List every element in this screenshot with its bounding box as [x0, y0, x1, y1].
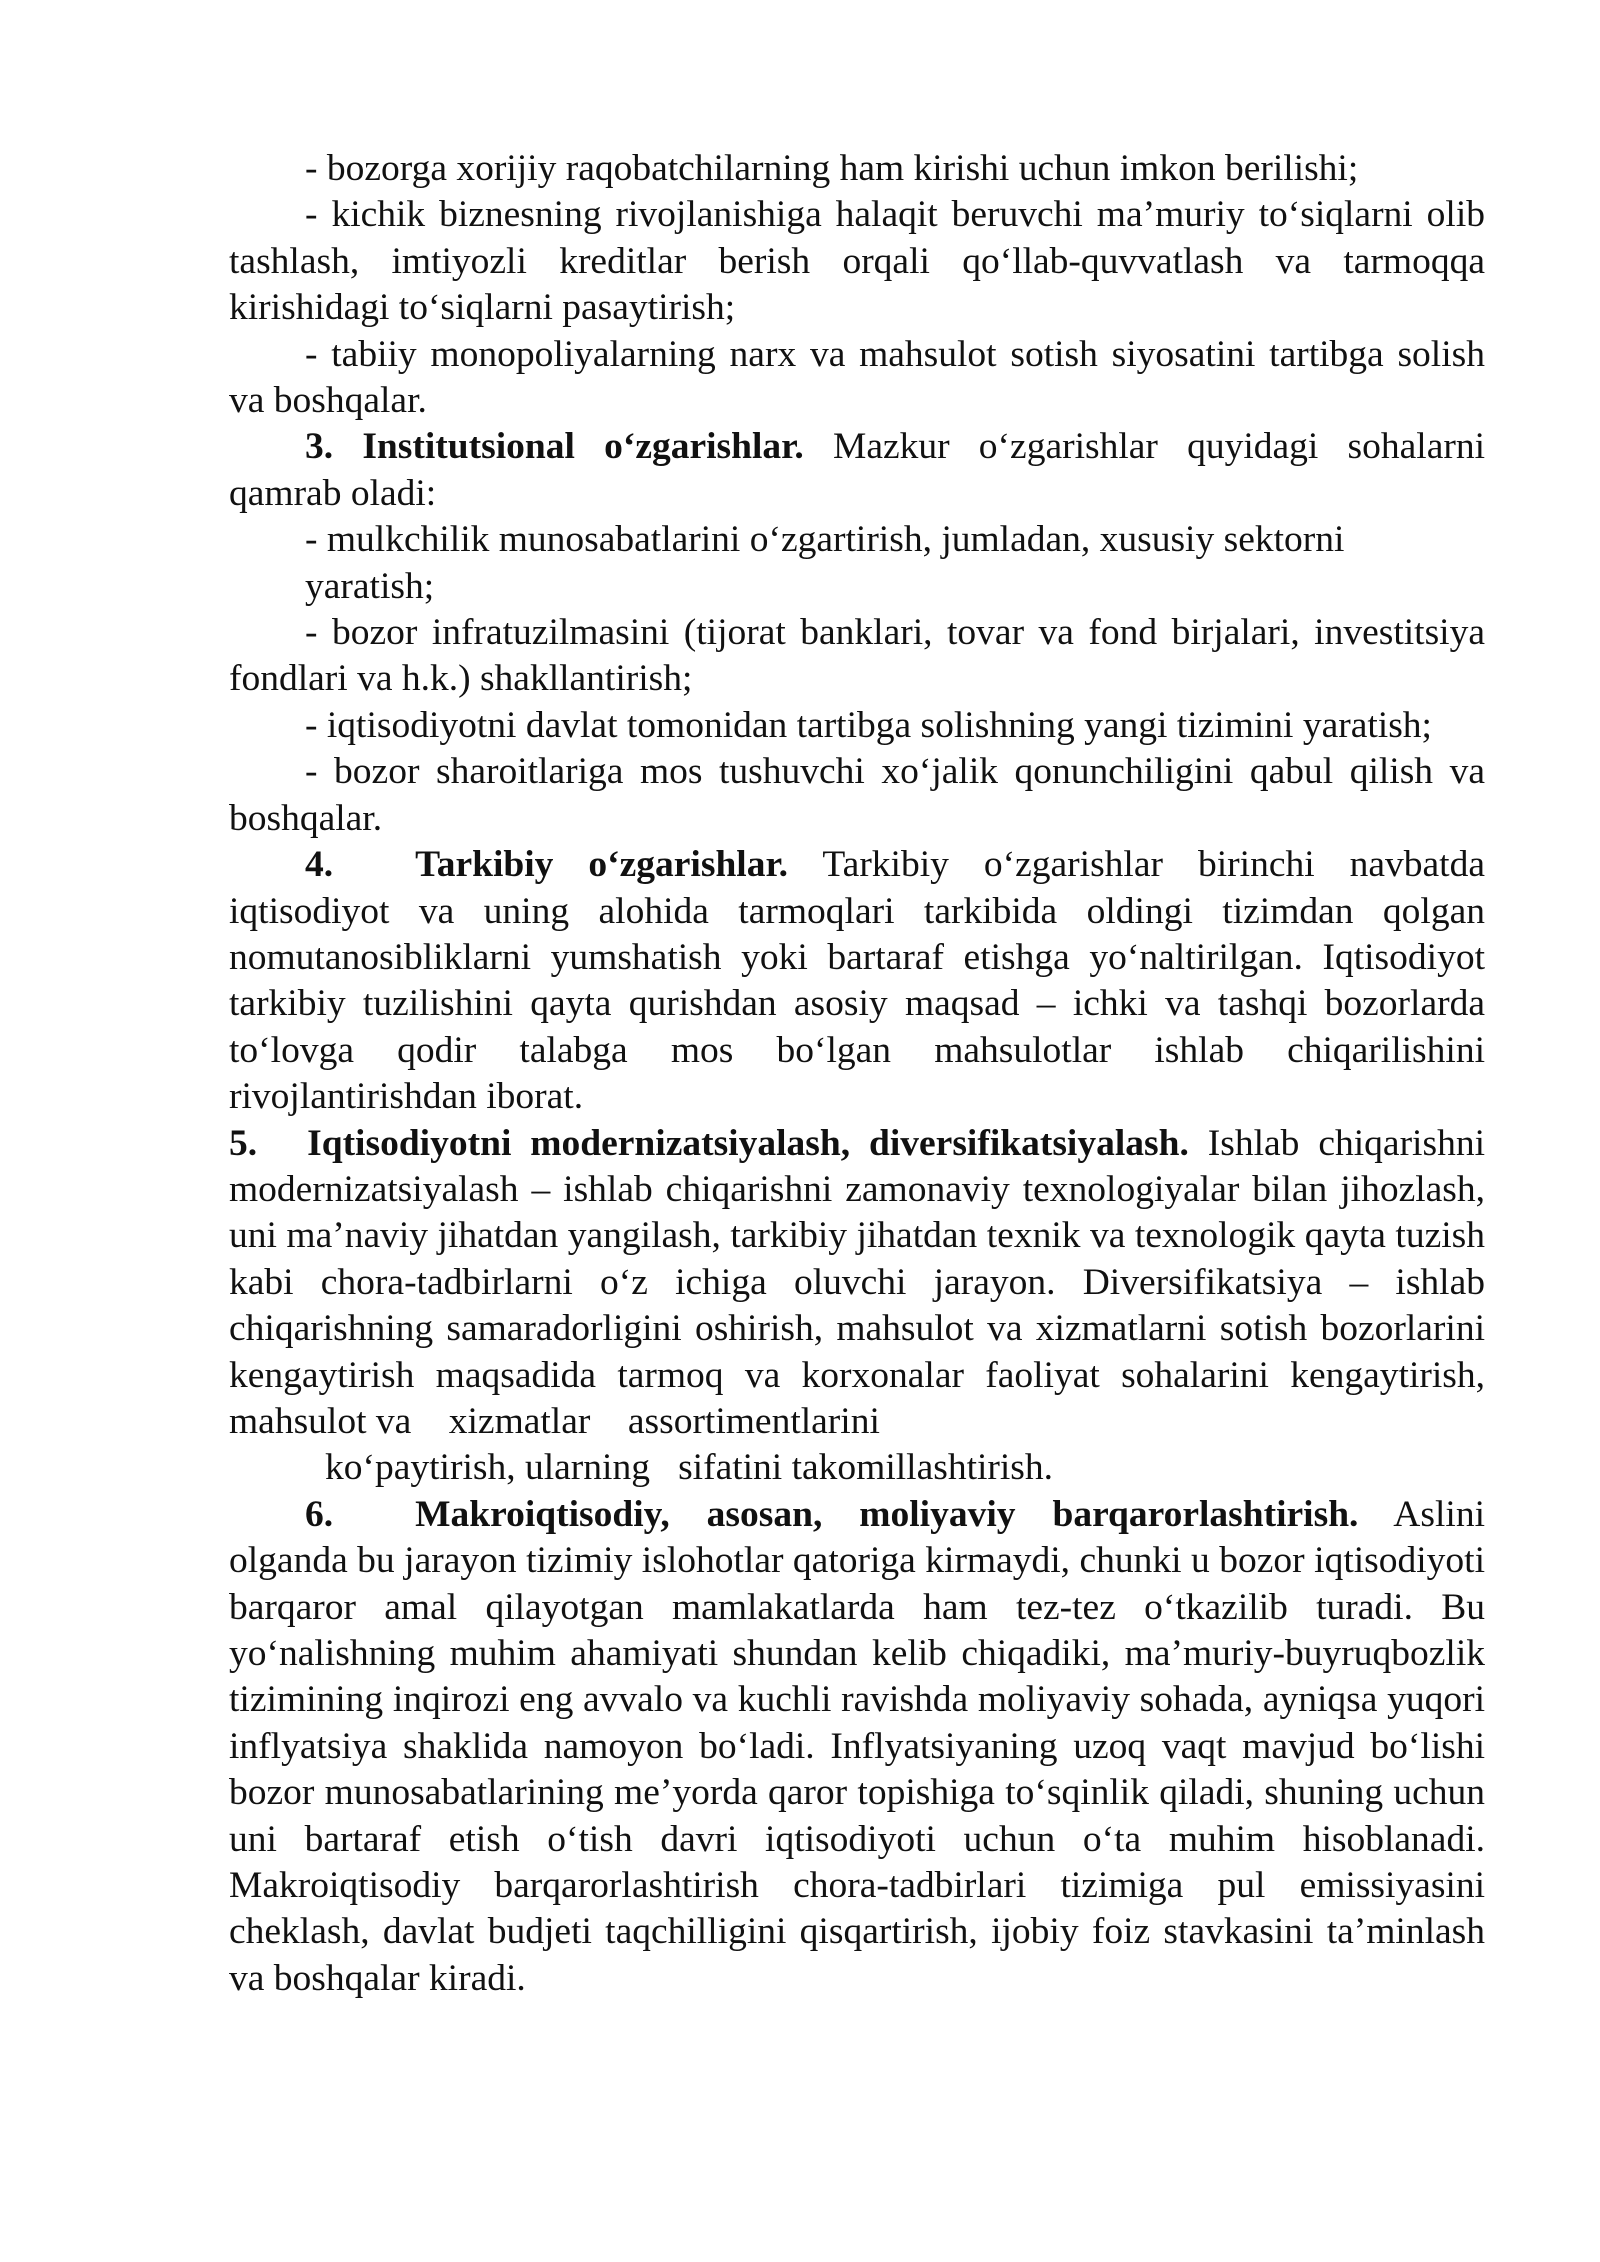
list-item: - tabiiy monopoliyalarning narx va mahsulot sotish siyosatini tartibga solish va boshqalar.	[229, 333, 1485, 422]
section-heading: 3. Institutsional o‘zgarishlar.	[305, 426, 804, 468]
section-number: 4.	[305, 844, 334, 886]
list-item: - bozor infratuzilmasini (tijorat banklari, tovar va fond birjalari, investitsiya fondlari va h.k.) shakllantirish;	[229, 612, 1485, 700]
section-number: 6.	[305, 1493, 334, 1535]
list-item: - iqtisodiyotni davlat tomonidan tartibga solishning yangi tizimini yaratish;	[305, 704, 1432, 746]
section-paragraph-5: 5. Iqtisodiyotni modernizatsiyalash, diversifikatsiyalash. Ishlab chiqarishni modernizatsiyalash – ishlab chiqarishni zamonaviy texnologiyalar bilan jihozlash, uni ma’naviy jihatdan yangilash, tarkibiy jihatdan texnik va texnologik qayta tuzish kabi chora-tadbirlarni o‘z ichiga oluvchi jarayon. Diversifikatsiya – ishlab chiqarishning samaradorligini oshirish, mahsulot va xizmatlarni sotish bozorlarini kengaytirish maqsadida tarmoq va korxonalar faoliyat sohalarini kengaytirish, mahsulot va xizmatlar assortimentlarini	[229, 1122, 1495, 1442]
list-item: - bozorga xorijiy raqobatchilarning ham kirishi uchun imkon berilishi;	[305, 148, 1359, 189]
section-heading: Makroiqtisodiy, asosan, moliyaviy barqarorlashtirish.	[415, 1493, 1359, 1535]
list-item: - bozor sharoitlariga mos tushuvchi xo‘jalik qonunchiligini qabul qilish va boshqalar.	[229, 751, 1485, 839]
section-number: 5.	[229, 1122, 258, 1164]
list-item: - kichik biznesning rivojlanishiga halaqit beruvchi ma’muriy to‘siqlarni olib tashlash, imtiyozli kreditlar berish orqali qo‘llab-quvvatlash va tarmoqqa kirishidagi to‘siqlarni pasaytirish;	[229, 194, 1485, 329]
document-page	[229, 146, 1495, 2002]
list-item: - mulkchilik munosabatlarini o‘zgartirish, jumladan, xususiy sektorni yaratish;	[305, 519, 1345, 607]
section-paragraph-3: 3. Institutsional o‘zgarishlar. Mazkur o‘zgarishlar quyidagi sohalarni qamrab oladi:	[229, 426, 1485, 514]
section-paragraph-5-tail: ko‘paytirish, ularning sifatini takomillashtirish.	[325, 1447, 1054, 1489]
section-paragraph-4: 4. Tarkibiy o‘zgarishlar. Tarkibiy o‘zgarishlar birinchi navbatda iqtisodiyot va uning alohida tarmoqlari tarkibida oldingi tizimdan qolgan nomutanosibliklarni yumshatish yoki bartaraf etishga yo‘naltirilgan. Iqtisodiyot tarkibiy tuzilishini qayta qurishdan asosiy maqsad – ichki va tashqi bozorlarda to‘lovga qodir talabga mos bo‘lgan mahsulotlar ishlab chiqarilishini rivojlantirishdan iborat.	[229, 844, 1485, 1118]
section-heading: Tarkibiy o‘zgarishlar.	[415, 844, 789, 886]
section-heading: Iqtisodiyotni modernizatsiyalash, diversifikatsiyalash.	[307, 1122, 1189, 1164]
section-paragraph-6: 6. Makroiqtisodiy, asosan, moliyaviy barqarorlashtirish. Aslini olganda bu jarayon tizimiy islohotlar qatoriga kirmaydi, chunki u bozor iqtisodiyoti barqaror amal qilayotgan mamlakatlarda ham tez-tez o‘tkazilib turadi. Bu yo‘nalishning muhim ahamiyati shundan kelib chiqadiki, ma’muriy-buyruqbozlik tizimining inqirozi eng avvalo va kuchli ravishda moliyaviy sohada, ayniqsa yuqori inflyatsiya shaklida namoyon bo‘ladi. Inflyatsiyaning uzoq vaqt mavjud bo‘lishi bozor munosabatlarining me’yorda qaror topishiga to‘sqinlik qiladi, shuning uchun uni bartaraf etish o‘tish davri iqtisodiyoti uchun o‘ta muhim hisoblanadi. Makroiqtisodiy barqarorlashtirish chora-tadbirlari tizimiga pul emissiyasini cheklash, davlat budjeti taqchilligini qisqartirish, ijobiy foiz stavkasini ta’minlash va boshqalar kiradi.	[229, 1493, 1485, 1999]
